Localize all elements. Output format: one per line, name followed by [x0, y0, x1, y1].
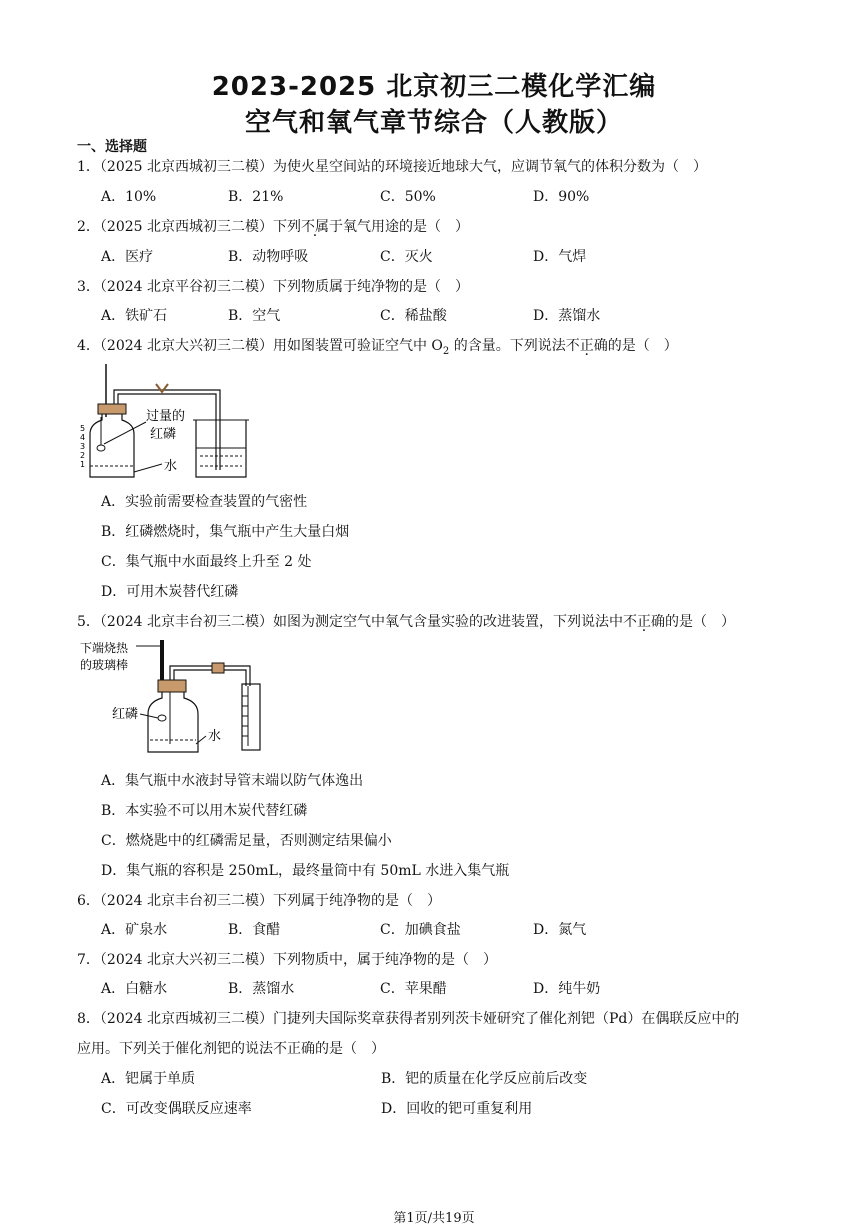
question-1-stem: 1．（2025 北京西城初三二模）为使火星空间站的环境接近地球大气，应调节氧气的体积分数为（ ） — [77, 159, 707, 175]
q4-label-phosphorus: 过量的 — [146, 409, 186, 424]
q7-option-d: D．纯牛奶 — [533, 981, 601, 997]
q7-option-a: A．白糖水 — [101, 981, 168, 997]
q4-suffix: 的是（ ） — [607, 338, 678, 354]
q6-option-a: A．矿泉水 — [101, 922, 168, 938]
q6-option-d: D．氮气 — [533, 922, 587, 938]
q2-prefix: 2．（2025 北京西城初三二模）下列 — [77, 219, 301, 235]
question-6-stem: 6．（2024 北京丰台初三二模）下列属于纯净物的是（ ） — [77, 893, 441, 909]
question-3-stem: 3．（2024 北京平谷初三二模）下列物质属于纯净物的是（ ） — [77, 279, 469, 295]
q3-option-c: C．稀盐酸 — [380, 308, 447, 324]
q4-option-b: B．红磷燃烧时，集气瓶中产生大量白烟 — [101, 524, 350, 540]
q3-option-d: D．蒸馏水 — [533, 308, 601, 324]
q4-scale-3: 3 — [80, 442, 86, 451]
q4-subscript: 2 — [442, 345, 450, 357]
q5-suffix: 的是（ ） — [664, 614, 735, 630]
document-subtitle: 空气和氧气章节综合（人教版） — [244, 108, 623, 138]
q5-prefix: 5．（2024 北京丰台初三二模）如图为测定空气中氧气含量实验的改进装置，下列说法中 — [77, 614, 623, 630]
question-5-stem — [77, 611, 735, 631]
q1-option-d: D．90% — [533, 189, 590, 205]
q4-scale-1: 1 — [80, 460, 86, 469]
q4-apparatus-figure — [78, 362, 258, 482]
q4-mid: 的含量。下列说法 — [449, 338, 566, 354]
q4-scale-4: 4 — [80, 433, 86, 442]
q8-option-c: C．可改变偶联反应速率 — [101, 1101, 252, 1117]
q4-option-c: C．集气瓶中水面最终上升至 2 处 — [101, 554, 312, 570]
q3-option-a: A．铁矿石 — [101, 308, 168, 324]
q2-emphasis: 不属 — [301, 219, 329, 235]
document-title: 2023-2025 北京初三二模化学汇编 — [211, 72, 657, 102]
q5-label-phosphorus: 红磷 — [112, 707, 139, 722]
q8-option-a: A．钯属于单质 — [101, 1071, 196, 1087]
q2-option-a: A．医疗 — [101, 249, 154, 265]
q5-label-rod-2: 的玻璃棒 — [80, 658, 129, 672]
q4-label-water: 水 — [164, 459, 178, 474]
question-4-stem — [77, 335, 678, 357]
q4-option-a: A．实验前需要检查装置的气密性 — [101, 494, 308, 510]
q6-option-b: B．食醋 — [228, 922, 281, 938]
q5-label-rod: 下端烧热 — [80, 641, 129, 655]
q4-label-phosphorus-2: 红磷 — [150, 427, 177, 442]
q5-label-water: 水 — [208, 729, 222, 744]
q7-option-c: C．苹果醋 — [380, 981, 447, 997]
q4-emphasis: 不正确 — [565, 338, 608, 354]
q1-option-a: A．10% — [101, 189, 157, 205]
q2-option-b: B．动物呼吸 — [228, 249, 309, 265]
q4-scale-5: 5 — [80, 424, 86, 433]
q1-option-b: B．21% — [228, 189, 284, 205]
question-7-stem: 7．（2024 北京大兴初三二模）下列物质中，属于纯净物的是（ ） — [77, 952, 497, 968]
q5-emphasis: 不正确 — [622, 614, 665, 630]
q2-suffix: 于氧气用途的是（ ） — [329, 219, 469, 235]
q3-option-b: B．空气 — [228, 308, 281, 324]
question-8-stem-line2: 应用。下列关于催化剂钯的说法不正确的是（ ） — [77, 1041, 385, 1057]
q4-scale-2: 2 — [80, 451, 86, 460]
q5-option-d: D．集气瓶的容积是 250mL，最终量筒中有 50mL 水进入集气瓶 — [101, 863, 510, 879]
q5-option-c: C．燃烧匙中的红磷需足量，否则测定结果偏小 — [101, 833, 392, 849]
page-footer: 第1页/共19页 — [393, 1211, 475, 1226]
q5-apparatus-figure — [78, 636, 278, 756]
q6-option-c: C．加碘食盐 — [380, 922, 461, 938]
question-2-stem — [77, 216, 469, 236]
q2-option-c: C．灭火 — [380, 249, 433, 265]
q4-option-d: D．可用木炭替代红磷 — [101, 584, 239, 600]
q8-option-b: B．钯的质量在化学反应前后改变 — [381, 1071, 588, 1087]
q8-option-d: D．回收的钯可重复利用 — [381, 1101, 533, 1117]
q1-option-c: C．50% — [380, 189, 436, 205]
q5-option-b: B．本实验不可以用木炭代替红磷 — [101, 803, 308, 819]
q4-prefix: 4．（2024 北京大兴初三二模）用如图装置可验证空气中 O — [77, 338, 443, 354]
q2-option-d: D．气焊 — [533, 249, 587, 265]
section-heading: 一、选择题 — [77, 139, 147, 155]
q5-option-a: A．集气瓶中水液封导管末端以防气体逸出 — [101, 773, 364, 789]
q7-option-b: B．蒸馏水 — [228, 981, 295, 997]
question-8-stem: 8．（2024 北京西城初三二模）门捷列夫国际奖章获得者别列茨卡娅研究了催化剂钯（Pd）在偶联反应中的 — [77, 1011, 740, 1027]
